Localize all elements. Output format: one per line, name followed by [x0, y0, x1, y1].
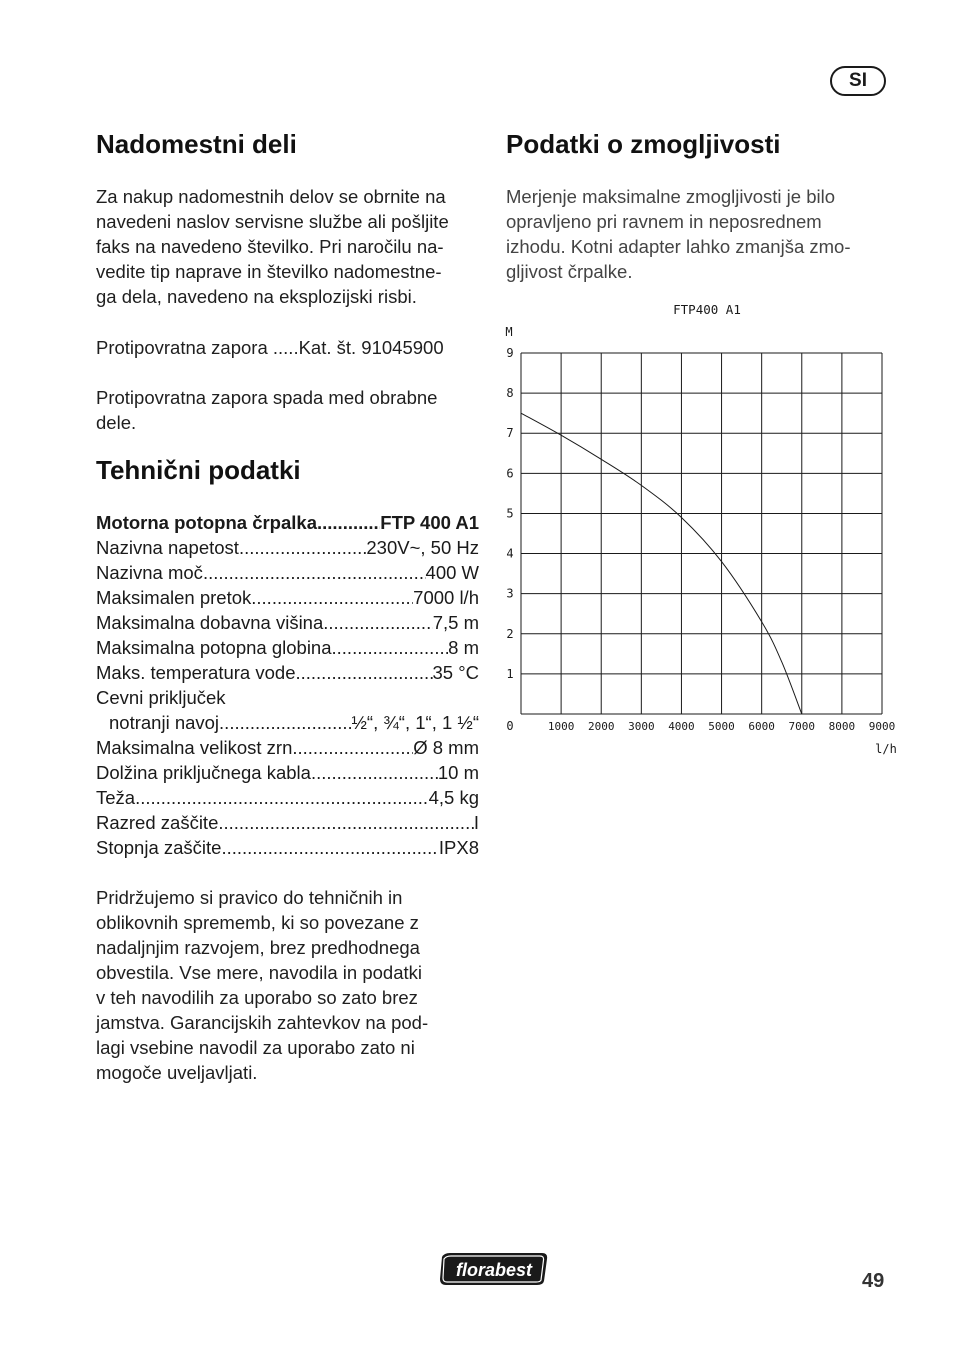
spec-label: Maks. temperatura vode	[96, 662, 296, 683]
spec-leader	[332, 635, 449, 660]
paragraph-line: v teh navodilih za uporabo so zato brez	[96, 987, 418, 1008]
spec-row	[96, 585, 479, 610]
y-tick-label: 2	[506, 626, 514, 641]
spare-part-line	[96, 335, 444, 360]
y-tick-label: 3	[506, 586, 514, 601]
x-tick-label: 9000	[868, 720, 896, 733]
spec-label: Maksimalna velikost zrn	[96, 737, 293, 758]
spec-leader	[295, 660, 432, 685]
paragraph-line: faks na navedeno številko. Pri naročilu na-	[96, 236, 444, 257]
x-axis-label: l/h	[875, 742, 897, 756]
x-tick-label: 6000	[748, 720, 775, 733]
paragraph-line: mogoče uveljavljati.	[96, 1062, 258, 1083]
spare-parts-title: Nadomestni deli	[96, 129, 297, 159]
spec-label: Teža	[96, 787, 136, 808]
paragraph-line: nadaljnjim razvojem, brez predhodnega	[96, 937, 420, 958]
origin-tick-label: 0	[506, 719, 514, 733]
spec-value: Ø 8 mm	[413, 737, 479, 758]
y-tick-label: 9	[506, 346, 514, 360]
spec-row	[96, 835, 479, 860]
page-number: 49	[862, 1270, 885, 1292]
paragraph-line: opravljeno pri ravnem in neposrednem	[506, 211, 822, 232]
spec-row	[96, 610, 479, 635]
paragraph-line: lagi vsebine navodil za uporabo zato ni	[96, 1037, 415, 1058]
spec-label: Cevni priključek	[96, 687, 226, 708]
spare-part-label: Protipovratna zapora	[96, 337, 268, 358]
paragraph-line: Protipovratna zapora spada med obrabne	[96, 387, 438, 408]
spec-table	[96, 510, 479, 860]
spec-row	[96, 535, 479, 560]
spec-label: Dolžina priključnega kabla	[96, 762, 311, 783]
spec-label: Motorna potopna črpalka	[96, 512, 317, 533]
spec-leader	[311, 760, 438, 785]
spec-row-model	[96, 510, 479, 535]
spec-label: Maksimalna dobavna višina	[96, 612, 324, 633]
spare-part-number: Kat. št. 91045900	[298, 337, 444, 358]
spec-leader	[135, 785, 429, 810]
spec-label: Maksimalen pretok	[96, 587, 252, 608]
spare-part-note	[96, 385, 486, 435]
performance-title: Podatki o zmogljivosti	[506, 129, 781, 159]
spec-row	[96, 635, 479, 660]
spec-row-group	[96, 685, 479, 710]
y-tick-label: 6	[506, 466, 514, 481]
spec-value: I	[473, 812, 479, 833]
spec-leader	[239, 535, 366, 560]
spec-value: 35 °C	[432, 662, 479, 683]
chart-title: FTP400 A1	[673, 302, 741, 317]
spec-value: 7000 l/h	[413, 587, 479, 608]
spec-value: 10 m	[437, 762, 479, 783]
spec-label: Nazivna moč	[96, 562, 203, 583]
spec-row	[96, 560, 479, 585]
spec-value: ½“, ¾“, 1“, 1 ½“	[351, 712, 479, 733]
paragraph-line: dele.	[96, 412, 137, 433]
paragraph-line: Merjenje maksimalne zmogljivosti je bilo	[506, 186, 836, 207]
x-tick-label: 8000	[828, 720, 856, 733]
y-tick-label: 8	[506, 386, 514, 401]
tech-data-title: Tehnični podatki	[96, 455, 301, 485]
spec-value: 230V~, 50 Hz	[366, 537, 479, 558]
spare-parts-paragraph	[96, 184, 486, 309]
x-tick-label: 7000	[788, 720, 816, 733]
spare-part-dots: .....	[272, 337, 299, 358]
spec-leader	[203, 560, 426, 585]
spec-value: 7,5 m	[432, 612, 479, 633]
spec-label: Stopnja zaščite	[96, 837, 222, 858]
spec-value: 8 m	[448, 637, 479, 658]
spec-value: FTP 400 A1	[380, 512, 479, 533]
y-tick-label: 5	[506, 506, 514, 521]
spec-leader	[317, 510, 380, 535]
performance-curve	[521, 413, 802, 714]
spec-label: Maksimalna potopna globina	[96, 637, 332, 658]
spec-label: Nazivna napetost	[96, 537, 239, 558]
spec-leader	[221, 835, 438, 860]
disclaimer-paragraph	[96, 885, 486, 1085]
y-tick-label: 4	[506, 546, 514, 561]
logo-wordmark: florabest	[455, 1260, 533, 1280]
paragraph-line: obvestila. Vse mere, navodila in podatki	[96, 962, 422, 983]
spec-leader	[219, 710, 351, 735]
performance-chart	[500, 298, 900, 760]
paragraph-line: izhodu. Kotni adapter lahko zmanjša zmo-	[506, 236, 851, 257]
spec-leader	[292, 735, 413, 760]
spec-label: notranji navoj	[109, 712, 220, 733]
spec-row	[96, 710, 479, 735]
spec-label: Razred zaščite	[96, 812, 219, 833]
paragraph-line: Za nakup nadomestnih delov se obrnite na	[96, 186, 446, 207]
paragraph-line: jamstva. Garancijskih zahtevkov na pod-	[96, 1012, 429, 1033]
x-tick-label: 3000	[628, 720, 655, 733]
x-tick-label: 1000	[547, 720, 575, 733]
x-tick-label: 4000	[668, 720, 695, 733]
performance-paragraph	[506, 184, 896, 284]
spec-row	[96, 810, 479, 835]
paragraph-line: Pridržujemo si pravico do tehničnih in	[96, 887, 403, 908]
spec-row	[96, 660, 479, 685]
y-tick-label: 7	[506, 426, 514, 441]
paragraph-line: gljivost črpalke.	[506, 261, 633, 282]
paragraph-line: navedeni naslov servisne službe ali pošljite	[96, 211, 449, 232]
spec-value: 4,5 kg	[428, 787, 479, 808]
x-tick-label: 2000	[587, 720, 615, 733]
spec-row	[96, 760, 479, 785]
spec-row	[96, 735, 479, 760]
y-tick-label: 1	[506, 666, 514, 681]
spec-leader	[218, 810, 474, 835]
spec-leader	[323, 610, 432, 635]
paragraph-line: ga dela, navedeno na eksplozijski risbi.	[96, 286, 417, 307]
paragraph-line: oblikovnih sprememb, ki so povezane z	[96, 912, 419, 933]
paragraph-line: vedite tip naprave in številko nadomestne-	[96, 261, 442, 282]
spec-row	[96, 785, 479, 810]
spec-value: 400 W	[425, 562, 479, 583]
y-axis-label: M	[505, 325, 513, 339]
x-tick-label: 5000	[708, 720, 735, 733]
spec-value: IPX8	[438, 837, 479, 858]
language-badge: SI	[830, 66, 886, 96]
spec-leader	[251, 585, 413, 610]
florabest-logo	[438, 1251, 550, 1287]
